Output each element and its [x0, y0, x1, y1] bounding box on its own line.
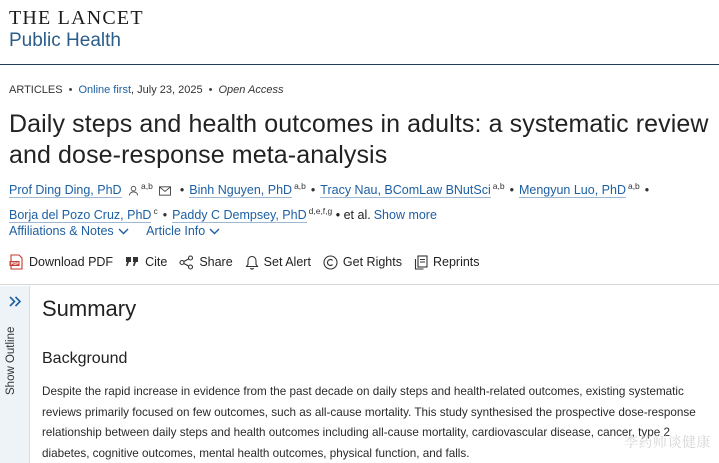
- pdf-icon: [9, 254, 24, 270]
- author-separator: •: [162, 208, 168, 223]
- author-affiliation: a,b: [141, 181, 153, 191]
- article-info-row: [9, 224, 234, 238]
- author-list: [9, 176, 714, 226]
- download-pdf-label: Download PDF: [29, 255, 114, 269]
- author-separator: •: [509, 183, 514, 198]
- author-affiliation: a,b: [492, 181, 505, 191]
- author-separator: •: [644, 183, 650, 198]
- open-access-label: Open Access: [218, 84, 284, 96]
- cite-button[interactable]: [125, 255, 167, 269]
- svg-text:PDF: PDF: [10, 261, 19, 267]
- article-title: Daily steps and health outcomes in adults: a systematic review and dose-response meta-analysis: [9, 110, 709, 169]
- author-affiliation: d,e,f,g: [308, 206, 333, 217]
- publication-date: , July 23, 2025: [131, 84, 203, 96]
- meta-separator: •: [208, 84, 213, 96]
- share-icon: [179, 255, 194, 270]
- journal-name: THE LANCET: [9, 7, 144, 29]
- download-pdf-button[interactable]: [9, 254, 113, 270]
- journal-section: Public Health: [9, 30, 121, 51]
- cite-label: Cite: [145, 255, 168, 269]
- author-affiliation: a,b: [627, 181, 640, 191]
- author-affiliation: c: [153, 206, 158, 217]
- article-toolbar: [9, 254, 492, 270]
- chevron-down-icon: [209, 228, 220, 235]
- author-link[interactable]: Prof Ding Ding, PhD: [9, 183, 122, 198]
- article-info-label: Article Info: [146, 224, 206, 238]
- double-chevron-right-icon: [9, 296, 22, 307]
- summary-heading: Summary: [42, 296, 137, 321]
- masthead-divider: [0, 64, 719, 65]
- author-link[interactable]: Tracy Nau, BComLaw BNutSci: [320, 183, 491, 198]
- set-alert-button[interactable]: [245, 255, 311, 270]
- journal-masthead[interactable]: [9, 8, 144, 52]
- set-alert-label: Set Alert: [263, 255, 311, 269]
- et-al-label: • et al.: [335, 208, 371, 223]
- background-paragraph: Despite the rapid increase in evidence from the past decade on daily steps and health-related outcomes, existing systematic reviews primarily focused on few outcomes, such as all-cause mortality. This study synthesised the prospective dose-response relationship between daily steps and health outcomes including all-cause mortality, cardiovascular disease, cancer, type 2 diabetes, cognitive outcomes, mental health outcomes, physical function, and falls.: [42, 385, 696, 460]
- author-link[interactable]: Borja del Pozo Cruz, PhD: [9, 208, 152, 223]
- article-info-toggle[interactable]: [146, 224, 220, 238]
- author-affiliation: a,b: [294, 181, 306, 191]
- show-more-authors-link[interactable]: Show more: [373, 208, 437, 223]
- author-link[interactable]: Paddy C Dempsey, PhD: [172, 208, 307, 223]
- reprint-icon: [414, 255, 428, 270]
- reprints-button[interactable]: [414, 255, 480, 270]
- affiliations-label: Affiliations & Notes: [9, 224, 114, 238]
- email-icon[interactable]: [159, 186, 171, 196]
- author-separator: •: [310, 183, 316, 198]
- quote-icon: [125, 256, 140, 268]
- reprints-label: Reprints: [432, 255, 480, 269]
- chevron-down-icon: [118, 228, 129, 235]
- get-rights-button[interactable]: [323, 255, 402, 270]
- person-icon: [128, 185, 139, 196]
- meta-separator: •: [68, 84, 73, 96]
- background-heading: Background: [42, 350, 128, 367]
- article-meta: [9, 84, 283, 96]
- share-label: Share: [199, 255, 233, 269]
- online-first-link[interactable]: Online first: [78, 84, 132, 96]
- share-button[interactable]: [179, 255, 232, 270]
- toolbar-divider: [0, 284, 719, 285]
- get-rights-label: Get Rights: [342, 255, 402, 269]
- copyright-icon: [323, 255, 338, 270]
- author-separator: •: [179, 183, 185, 198]
- affiliations-notes-toggle[interactable]: [9, 224, 129, 238]
- watermark-text: 李药师谈健康: [624, 434, 711, 450]
- show-outline-label[interactable]: Show Outline: [5, 326, 17, 395]
- author-link[interactable]: Mengyun Luo, PhD: [518, 183, 626, 198]
- article-type: ARTICLES: [9, 84, 63, 96]
- bell-icon: [245, 255, 259, 270]
- author-link[interactable]: Binh Nguyen, PhD: [189, 183, 293, 198]
